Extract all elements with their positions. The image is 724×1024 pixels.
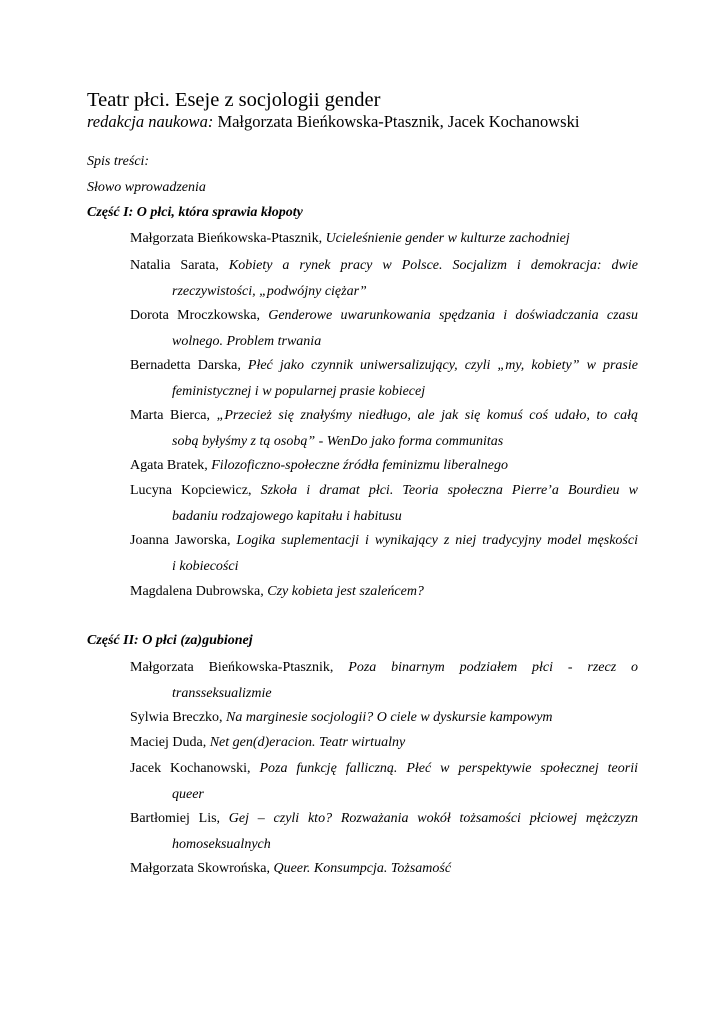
entry-title: Poza binarnym podziałem płci - rzecz o xyxy=(348,660,638,675)
editors-label: redakcja naukowa: xyxy=(87,112,214,131)
entry-first-line xyxy=(130,806,638,832)
entry-title: Czy kobieta jest szaleńcem? xyxy=(267,584,424,599)
entry-author: Joanna Jaworska, xyxy=(130,533,237,548)
entry-first-line xyxy=(130,705,638,731)
part2-title: Część II: O płci (za)gubionej xyxy=(87,633,253,648)
entry-author: Maciej Duda, xyxy=(130,735,210,750)
toc-entry xyxy=(130,453,638,479)
entry-first-line xyxy=(130,226,638,252)
entry-title-continuation: sobą byłyśmy z tą osobą” - WenDo jako forma communitas xyxy=(172,433,504,449)
entry-title: Szkoła i dramat płci. Teoria społeczna Pierre’a Bourdieu w xyxy=(260,483,638,498)
entry-author: Małgorzata Bieńkowska-Ptasznik, xyxy=(130,231,326,246)
entry-author: Bartłomiej Lis, xyxy=(130,811,229,826)
entry-first-line xyxy=(130,528,638,554)
toc-intro: Słowo wprowadzenia xyxy=(87,180,206,195)
entry-first-line xyxy=(130,756,638,782)
entry-author: Bernadetta Darska, xyxy=(130,358,248,373)
entry-author: Sylwia Breczko, xyxy=(130,710,227,725)
toc-entry xyxy=(130,478,638,529)
toc-entry xyxy=(130,226,638,252)
entry-title: Na marginesie socjologii? O ciele w dyskursie kampowym xyxy=(226,710,553,725)
entry-title-continuation: feministycznej i w popularnej prasie kobiecej xyxy=(172,383,426,399)
entry-author: Jacek Kochanowski, xyxy=(130,761,260,776)
entry-title: Logika suplementacji i wynikający z niej tradycyjny model męskości xyxy=(236,533,638,548)
entry-author: Marta Bierca, xyxy=(130,408,217,423)
entry-author: Magdalena Dubrowska, xyxy=(130,584,268,599)
entry-title: Płeć jako czynnik uniwersalizujący, czyli „my, kobiety” w prasie xyxy=(247,358,638,373)
entry-title-continuation: rzeczywistości, „podwójny ciężar” xyxy=(172,283,367,299)
entry-title: Kobiety a rynek pracy w Polsce. Socjalizm i demokracja: dwie xyxy=(228,258,638,273)
entry-title-continuation: badaniu rodzajowego kapitału i habitusu xyxy=(172,508,402,524)
toc-entry xyxy=(130,303,638,354)
entry-first-line xyxy=(130,579,638,605)
toc-entry xyxy=(130,353,638,404)
entry-title: Ucieleśnienie gender w kulturze zachodniej xyxy=(325,231,570,246)
entry-title: Filozoficzno-społeczne źródła feminizmu liberalnego xyxy=(211,458,508,473)
entry-author: Agata Bratek, xyxy=(130,458,212,473)
toc-entry xyxy=(130,403,638,454)
part1-title: Część I: O płci, która sprawia kłopoty xyxy=(87,205,303,220)
toc-entry xyxy=(130,253,638,304)
entry-title-continuation: i kobiecości xyxy=(172,558,239,574)
entry-title: Poza funkcję falliczną. Płeć w perspektywie społecznej teorii xyxy=(259,761,638,776)
entry-author: Natalia Sarata, xyxy=(130,258,229,273)
entry-title: „Przecież się znałyśmy niedługo, ale jak się komuś coś udało, to całą xyxy=(216,408,638,423)
editors-names: Małgorzata Bieńkowska-Ptasznik, Jacek Kochanowski xyxy=(213,112,580,131)
entry-author: Małgorzata Skowrońska, xyxy=(130,861,274,876)
entry-first-line xyxy=(130,353,638,379)
entry-first-line xyxy=(130,453,638,479)
toc-entry xyxy=(130,856,638,882)
toc-entry xyxy=(130,756,638,807)
entry-title-continuation: queer xyxy=(172,786,204,802)
toc-entry xyxy=(130,806,638,857)
entry-author: Lucyna Kopciewicz, xyxy=(130,483,261,498)
toc-heading: Spis treści: xyxy=(87,154,150,169)
entry-first-line xyxy=(130,730,638,756)
entry-first-line xyxy=(130,403,638,429)
book-editors xyxy=(87,112,579,132)
entry-title-continuation: transseksualizmie xyxy=(172,685,272,701)
entry-first-line xyxy=(130,655,638,681)
entry-title-continuation: wolnego. Problem trwania xyxy=(172,333,322,349)
book-title: Teatr płci. Eseje z socjologii gender xyxy=(87,89,381,111)
entry-title: Net gen(d)eracion. Teatr wirtualny xyxy=(209,735,406,750)
entry-author: Małgorzata Bieńkowska-Ptasznik, xyxy=(130,660,349,675)
entry-first-line xyxy=(130,478,638,504)
toc-entry xyxy=(130,528,638,579)
entry-title: Queer. Konsumpcja. Tożsamość xyxy=(273,861,452,876)
toc-entry xyxy=(130,705,638,731)
toc-entry xyxy=(130,730,638,756)
entry-first-line xyxy=(130,856,638,882)
entry-first-line xyxy=(130,253,638,279)
toc-entry xyxy=(130,655,638,706)
toc-entry xyxy=(130,579,638,605)
entry-author: Dorota Mroczkowska, xyxy=(130,308,269,323)
entry-title-continuation: homoseksualnych xyxy=(172,836,271,852)
entry-first-line xyxy=(130,303,638,329)
entry-title: Gej – czyli kto? Rozważania wokół tożsamości płciowej mężczyzn xyxy=(228,811,638,826)
entry-title: Genderowe uwarunkowania spędzania i doświadczania czasu xyxy=(268,308,638,323)
